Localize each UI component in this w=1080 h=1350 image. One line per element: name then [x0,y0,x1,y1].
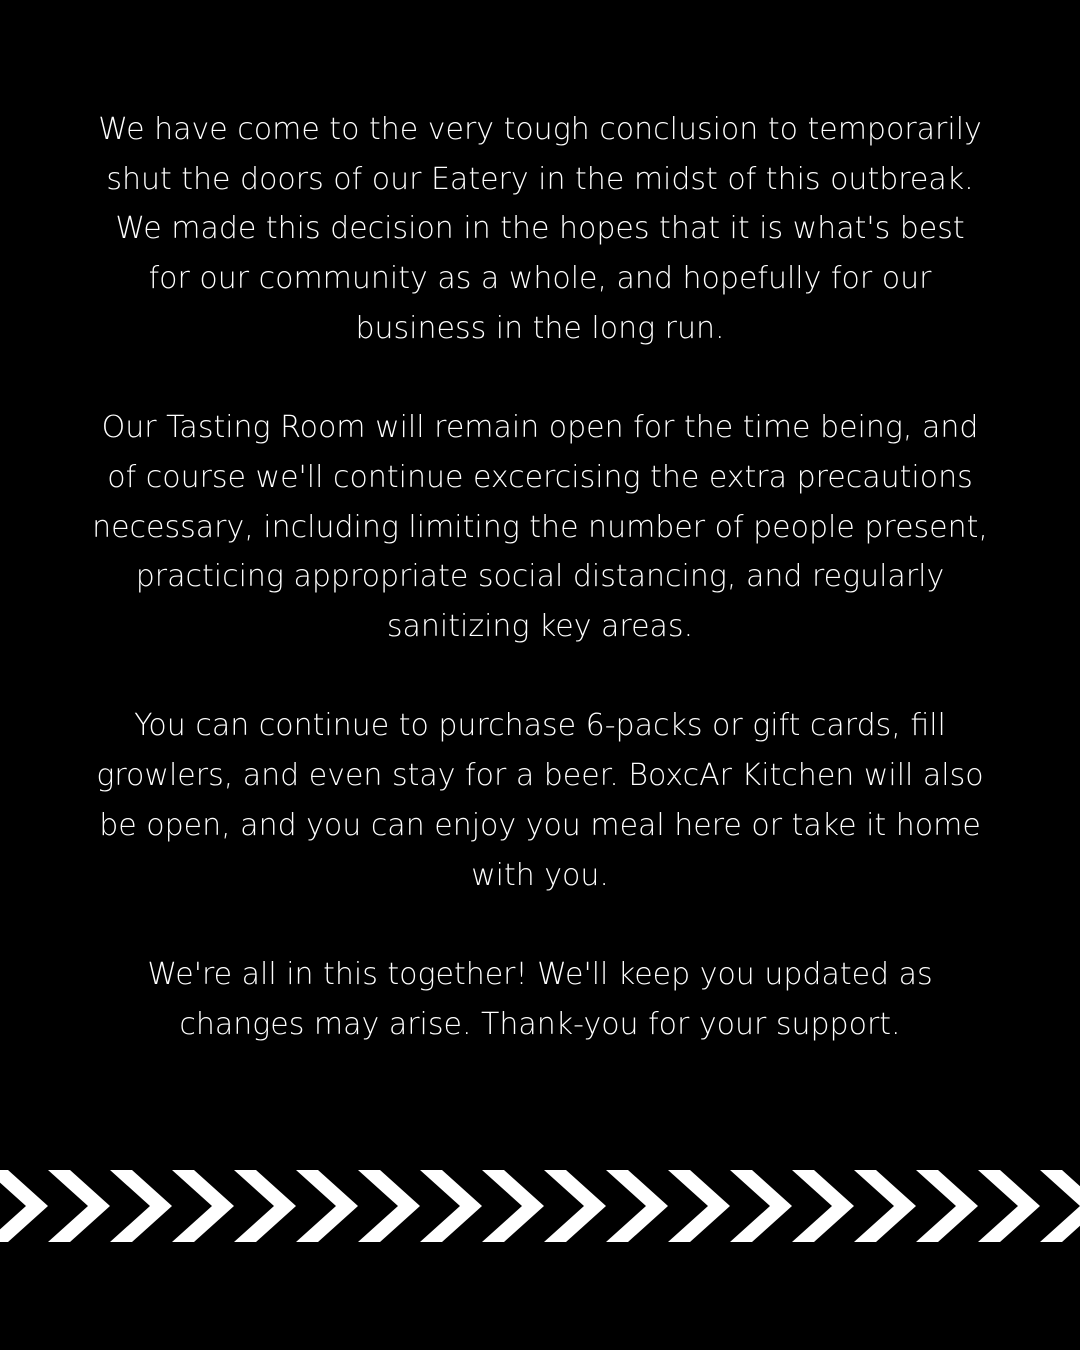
chevron-right-icon [172,1170,234,1242]
paragraph-closure: We have come to the very tough conclusion to temporarily shut the doors of our Eatery in the midst of this outbreak. We made this decision in the hopes that it is what's best for our community as a whole, and hopefully for our business in the long run. [98,112,982,346]
paragraph-purchases: You can continue to purchase 6-packs or gift cards, fill growlers, and even stay for a beer. BoxcAr Kitchen will also be open, and you can enjoy you meal here or take it home with you. [96,708,984,893]
chevron-right-icon [0,1170,48,1242]
chevron-right-icon [606,1170,668,1242]
chevron-right-icon [730,1170,792,1242]
chevron-right-icon [978,1170,1040,1242]
chevron-right-icon [792,1170,854,1242]
chevron-right-icon [1040,1170,1080,1242]
chevron-right-icon [234,1170,296,1242]
chevron-right-icon [916,1170,978,1242]
paragraph-tasting-room: Our Tasting Room will remain open for the time being, and of course we'll continue excercising the extra precautions necessary, including limiting the number of people present, practicing appropriate social distancing, and regularly sanitizing key areas. [92,410,988,645]
announcement-text [90,105,990,1049]
chevron-right-icon [482,1170,544,1242]
chevron-right-icon [48,1170,110,1242]
chevron-right-icon [110,1170,172,1242]
chevron-right-icon [544,1170,606,1242]
chevron-right-icon [420,1170,482,1242]
chevron-right-icon [296,1170,358,1242]
paragraph-thanks: We're all in this together! We'll keep you updated as changes may arise. Thank-you for your support. [147,956,933,1042]
chevron-right-icon [668,1170,730,1242]
chevron-right-icon [358,1170,420,1242]
chevron-right-icon [854,1170,916,1242]
chevron-stripe-decoration [0,1170,1080,1242]
